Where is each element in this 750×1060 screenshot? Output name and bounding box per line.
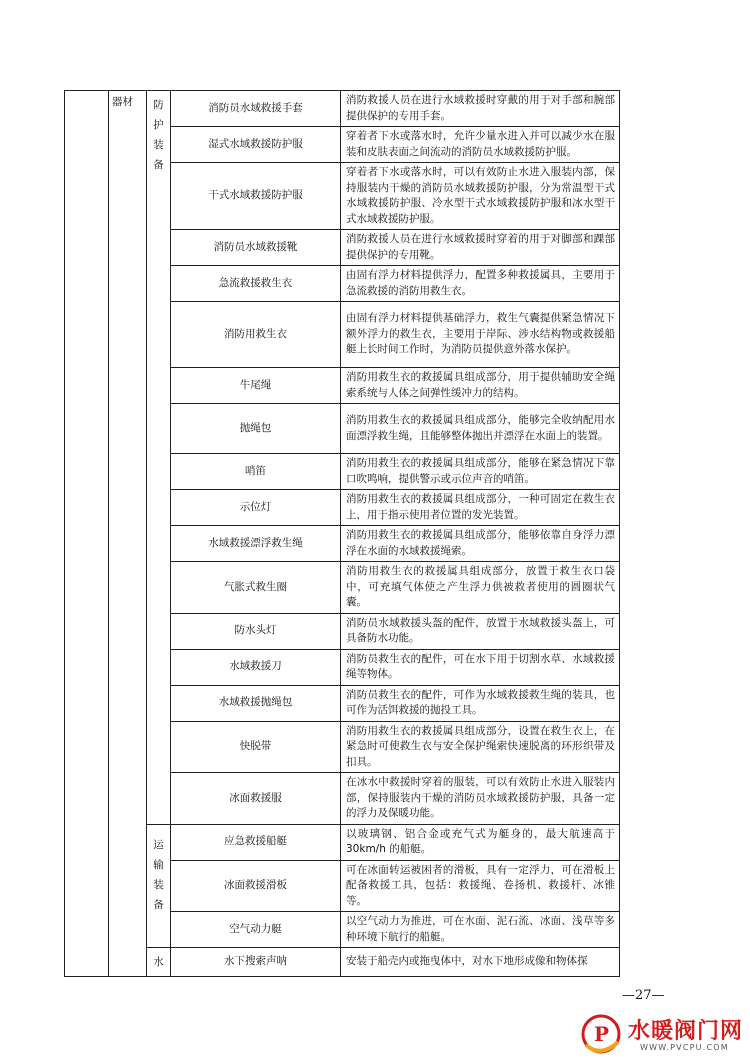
equipment-description: 穿着者下水或落水时，允许少量水进入并可以减少水在服装和皮肤表面之间流动的消防员水域救援防护服。 [341,127,620,163]
equipment-name: 急流救援救生衣 [171,266,341,302]
equipment-description: 消防用救生衣的救援属具组成部分，能够依靠自身浮力漂浮在水面的水域救援绳索。 [341,526,620,562]
equipment-table [64,90,620,977]
equipment-description: 穿着者下水或落水时，可以有效防止水进入服装内部，保持服装内干燥的消防员水域救援防护服，分为常温型干式水域救援防护服、冷水型干式水域救援防护服和冰水型干式水域救援防护服。 [341,163,620,230]
pvcpu-logo-icon [578,1012,628,1056]
equipment-description: 在冰水中救援时穿着的服装，可以有效防止水进入服装内部，保持服装内干燥的消防员水域救援防护服，具备一定的浮力及保暖功能。 [341,773,620,825]
equipment-name: 应急救援船艇 [171,824,341,860]
equipment-name: 水域救援漂浮救生绳 [171,526,341,562]
equipment-description: 以玻璃钢、铝合金或充气式为艇身的，最大航速高于30km/h 的船艇。 [341,824,620,860]
equipment-description: 消防用救生衣的救援属具组成部分，能够完全收纳配用水面漂浮救生绳，且能够整体抛出并漂浮在水面上的装置。 [341,404,620,454]
equipment-description: 以空气动力为推进，可在水面、泥石流、冰面、浅草等多种环境下航行的船艇。 [341,912,620,948]
equipment-name: 水域救援刀 [171,649,341,685]
equipment-description: 安装于船壳内或拖曳体中，对水下地形成像和物体探 [341,948,620,977]
equipment-name: 消防员水域救援靴 [171,230,341,266]
table-row [65,824,620,860]
equipment-description: 消防用救生衣的救援属具组成部分，能够在紧急情况下靠口吹鸣响，提供警示或示位声音的哨笛。 [341,454,620,490]
watermark [578,1012,746,1056]
subcategory-cell: 运 输 装 备 [147,824,171,948]
logo-letter: P [594,1022,610,1046]
watermark-url: WWW.PVCPU.COM [640,1043,729,1052]
equipment-description: 消防员救生衣的配件，可作为水域救援救生绳的装具，也可作为活饵救援的抛投工具。 [341,685,620,721]
equipment-name: 示位灯 [171,490,341,526]
equipment-name: 水域救援抛绳包 [171,685,341,721]
equipment-name: 哨笛 [171,454,341,490]
category-cell: 器材 [109,91,147,977]
blank-cell [65,91,109,977]
equipment-name: 防水头灯 [171,613,341,649]
equipment-name: 消防员水域救援手套 [171,91,341,127]
table-body [65,91,620,977]
equipment-name: 干式水域救援防护服 [171,163,341,230]
equipment-description: 可在冰面转运被困者的滑板，具有一定浮力，可在滑板上配备救援工具，包括：救援绳、卷扬机、救援杆、冰锥等。 [341,860,620,912]
subcategory-cell: 防 护 装 备 [147,91,171,825]
equipment-description: 消防员水域救援头盔的配件，放置于水域救援头盔上，可具备防水功能。 [341,613,620,649]
equipment-name: 快脱带 [171,721,341,773]
equipment-description: 消防用救生衣的救援属具组成部分，一种可固定在救生衣上，用于指示使用者位置的发光装置。 [341,490,620,526]
watermark-text: 水暖阀门网 [628,1019,744,1044]
equipment-name: 牛尾绳 [171,368,341,404]
equipment-name: 冰面救援服 [171,773,341,825]
equipment-description: 消防用救生衣的救援属具组成部分，放置于救生衣口袋中，可充填气体使之产生浮力供被救者使用的圆圈状气囊。 [341,562,620,614]
equipment-description: 消防员救生衣的配件，可在水下用于切割水草、水域救援绳等物体。 [341,649,620,685]
subcategory-cell: 水 [147,948,171,977]
equipment-name: 冰面救援滑板 [171,860,341,912]
equipment-name: 抛绳包 [171,404,341,454]
equipment-description: 消防救援人员在进行水域救援时穿着的用于对脚部和踝部提供保护的专用靴。 [341,230,620,266]
equipment-name: 气胀式救生圈 [171,562,341,614]
page-number: —27— [622,988,665,1003]
equipment-description: 消防用救生衣的救援属具组成部分，设置在救生衣上，在紧急时可使救生衣与安全保护绳索快速脱离的环形织带及扣具。 [341,721,620,773]
table-row [65,91,620,127]
equipment-name: 水下搜索声呐 [171,948,341,977]
equipment-description: 消防救援人员在进行水域救援时穿戴的用于对手部和腕部提供保护的专用手套。 [341,91,620,127]
equipment-description: 由固有浮力材料提供基础浮力，救生气囊提供紧急情况下额外浮力的救生衣，主要用于岸际、涉水结构物或救援船艇上长时间工作时，为消防员提供意外落水保护。 [341,302,620,368]
equipment-name: 湿式水域救援防护服 [171,127,341,163]
table-row [65,948,620,977]
equipment-name: 空气动力艇 [171,912,341,948]
equipment-description: 由固有浮力材料提供浮力，配置多种救援属具，主要用于急流救援的消防用救生衣。 [341,266,620,302]
equipment-description: 消防用救生衣的救援属具组成部分，用于提供辅助安全绳索系统与人体之间弹性缓冲力的结构。 [341,368,620,404]
equipment-name: 消防用救生衣 [171,302,341,368]
